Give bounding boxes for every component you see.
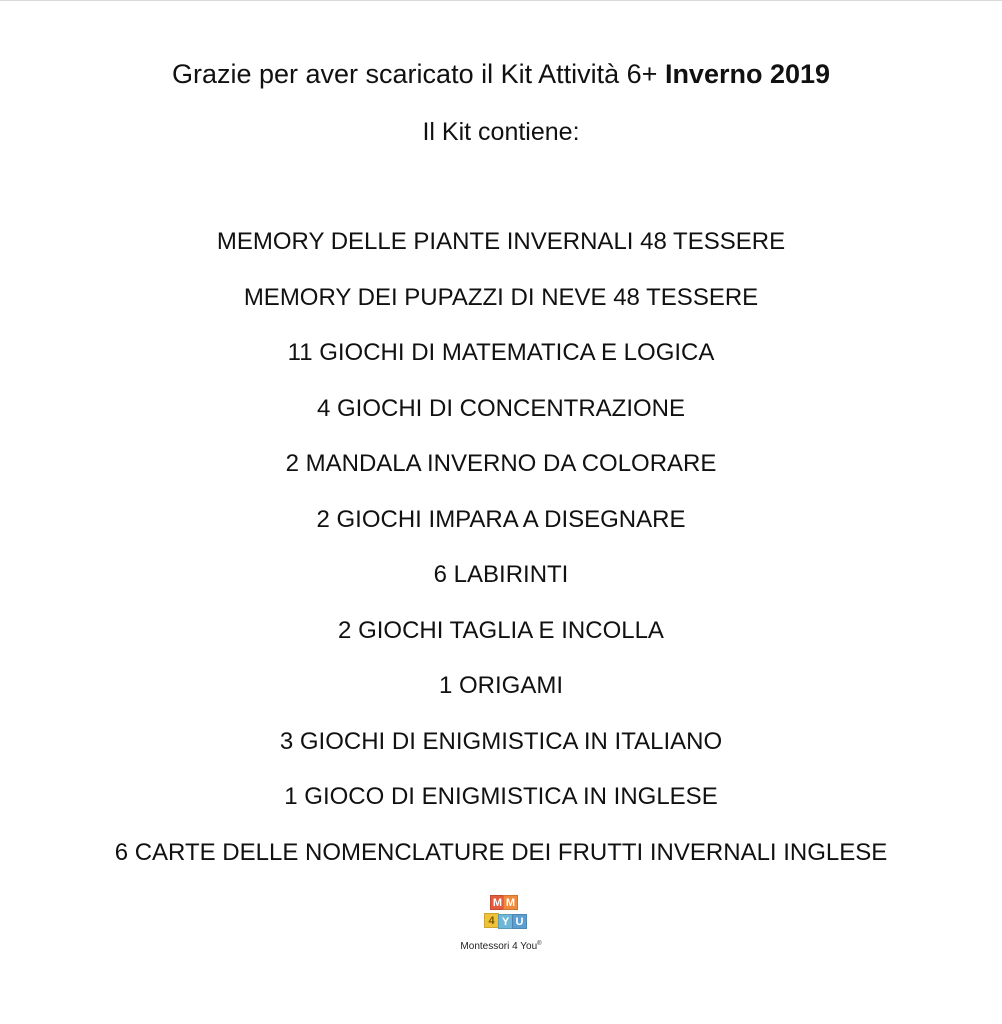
title-regular-text: Grazie per aver scaricato il Kit Attività 6+ — [171, 59, 658, 89]
logo-name: Montessori 4 You — [460, 941, 538, 952]
list-item: MEMORY DELLE PIANTE INVERNALI 48 TESSERE — [216, 228, 786, 255]
list-item: 1 ORIGAMI — [438, 672, 564, 699]
list-item: 3 GIOCHI DI ENIGMISTICA IN ITALIANO — [279, 727, 723, 755]
title-bold-text: Inverno 2019 — [664, 59, 831, 89]
trademark-symbol: ® — [537, 941, 542, 947]
page-subtitle: Il Kit contiene: — [422, 118, 580, 146]
list-item: 6 CARTE DELLE NOMENCLATURE DEI FRUTTI INVERNALI INGLESE — [114, 838, 888, 866]
logo-block-m1: M — [490, 895, 505, 910]
list-item: 2 MANDALA INVERNO DA COLORARE — [285, 450, 717, 477]
logo-block-y: Y — [498, 914, 513, 929]
list-item: 2 GIOCHI TAGLIA E INCOLLA — [338, 616, 664, 644]
logo-caption — [451, 938, 551, 953]
logo-block-4: 4 — [484, 913, 499, 928]
list-item: 6 LABIRINTI — [433, 561, 569, 588]
kit-contents-list — [0, 222, 1002, 888]
list-item: 1 GIOCO DI ENIGMISTICA IN INGLESE — [284, 783, 718, 810]
logo-block-m2: M — [503, 895, 518, 910]
page-title — [0, 54, 1002, 94]
list-item: 4 GIOCHI DI CONCENTRAZIONE — [316, 394, 686, 422]
list-item: 11 GIOCHI DI MATEMATICA E LOGICA — [287, 339, 715, 366]
list-item: 2 GIOCHI IMPARA A DISEGNARE — [316, 505, 686, 533]
montessori-logo — [451, 893, 551, 955]
list-item: MEMORY DEI PUPAZZI DI NEVE 48 TESSERE — [243, 283, 759, 311]
logo-block-u: U — [512, 914, 527, 929]
alphabet-blocks-icon — [487, 893, 524, 937]
